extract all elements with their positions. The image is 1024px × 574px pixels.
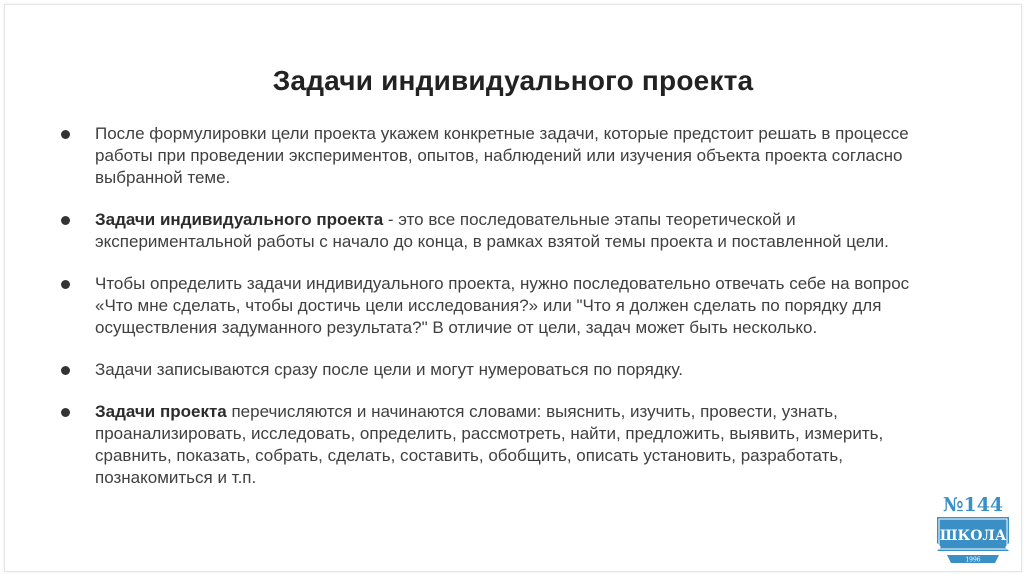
bullet-text: перечисляются и начинаются словами: выяснить, изучить, провести, узнать, проанализировать, исследовать, определить, рассмотреть, найти, предложить, выявить, измерить, сравнить, показать, собрать, сделать, составить, обобщить, описать установить, разработать, познакомиться и т.п. <box>95 402 884 487</box>
bullet-item <box>61 209 921 253</box>
bullet-dot-icon <box>61 366 70 375</box>
slide-title: Задачи индивидуального проекта <box>272 65 754 96</box>
bullet-text: Чтобы определить задачи индивидуального проекта, нужно последовательно отвечать себе на вопрос «Что мне сделать, чтобы достичь цели исследования?» или "Что я должен сделать по порядку для осуществления задуманного результата?" В отличие от цели, задач может быть несколько. <box>95 274 910 337</box>
bullet-list <box>61 123 921 489</box>
bullet-text: Задачи записываются сразу после цели и могут нумероваться по порядку. <box>95 360 683 379</box>
logo-name-text: ШКОЛА <box>939 528 1007 544</box>
bullet-item <box>61 123 921 189</box>
bullet-bold-term: Задачи проекта <box>95 402 227 421</box>
slide <box>4 4 1022 572</box>
bullet-dot-icon <box>61 130 70 139</box>
bullet-bold-term: Задачи индивидуального проекта <box>95 210 384 229</box>
logo-number-text: №144 <box>942 494 1004 516</box>
logo-year-text: 1996 <box>965 556 981 564</box>
bullet-item <box>61 273 921 339</box>
bullet-dot-icon <box>61 216 70 225</box>
bullet-dot-icon <box>61 408 70 417</box>
bullet-item <box>61 359 921 381</box>
bullet-text: После формулировки цели проекта укажем конкретные задачи, которые предстоит решать в процессе работы при проведении экспериментов, опытов, наблюдений или изучения объекта проекта согласно выбранной теме. <box>95 124 909 187</box>
bullet-item <box>61 401 921 489</box>
bullet-text: - это все последовательные этапы теоретической и экспериментальной работы с начало до конца, в рамках взятой темы проекта и поставленной цели. <box>95 210 889 251</box>
school-logo <box>933 491 1013 573</box>
bullet-dot-icon <box>61 280 70 289</box>
